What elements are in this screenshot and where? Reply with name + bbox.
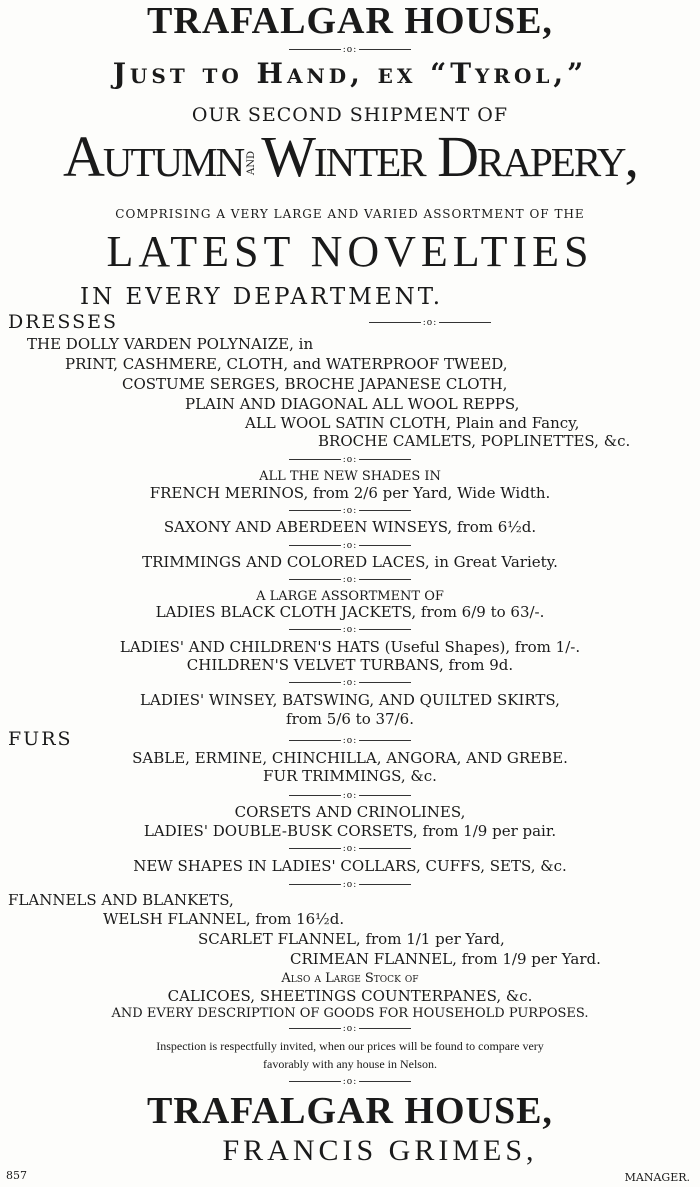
separator: :o: bbox=[0, 46, 700, 55]
second-shipment-line: OUR SECOND SHIPMENT OF bbox=[191, 104, 509, 126]
separator: :o: bbox=[0, 542, 700, 551]
household-line: AND EVERY DESCRIPTION OF GOODS FOR HOUSEHOLD PURPOSES. bbox=[111, 1006, 589, 1021]
collars-line: NEW SHAPES IN LADIES' COLLARS, CUFFS, SETS, &c. bbox=[133, 857, 567, 875]
large-stock-line: Also a Large Stock of bbox=[281, 971, 419, 986]
separator: :o: bbox=[0, 679, 700, 688]
winter-drapery-words: Winter Drapery, bbox=[261, 124, 638, 189]
separator: :o: bbox=[0, 576, 700, 585]
dresses-line: PRINT, CASHMERE, CLOTH, and WATERPROOF TWEED, bbox=[65, 355, 508, 373]
corsets-line: CORSETS AND CRINOLINES, bbox=[234, 803, 466, 821]
dresses-line: ALL WOOL SATIN CLOTH, Plain and Fancy, bbox=[245, 414, 580, 432]
separator: :o: bbox=[0, 1025, 700, 1034]
comprising-line: COMPRISING A VERY LARGE AND VARIED ASSORTMENT OF THE bbox=[115, 207, 585, 221]
turbans-line: CHILDREN'S VELVET TURBANS, from 9d. bbox=[186, 656, 514, 674]
latest-novelties-heading: LATEST NOVELTIES bbox=[106, 227, 594, 276]
every-department-line: IN EVERY DEPARTMENT. bbox=[80, 284, 444, 310]
hats-line: LADIES' AND CHILDREN'S HATS (Useful Shapes), from 1/-. bbox=[119, 638, 581, 656]
footer-title: TRAFALGAR HOUSE, bbox=[147, 1090, 553, 1132]
autumn-winter-drapery-heading bbox=[0, 124, 700, 189]
dresses-line: PLAIN AND DIAGONAL ALL WOOL REPPS, bbox=[185, 395, 520, 413]
separator: :o: bbox=[160, 319, 700, 328]
manager-label: MANAGER. bbox=[624, 1171, 690, 1184]
winseys-line: SAXONY AND ABERDEEN WINSEYS, from 6½d. bbox=[163, 518, 537, 536]
skirts-price: from 5/6 to 37/6. bbox=[286, 710, 414, 728]
dresses-heading: DRESSES bbox=[8, 311, 118, 333]
fur-trimmings-line: FUR TRIMMINGS, &c. bbox=[263, 767, 437, 785]
calicoes-line: CALICOES, SHEETINGS COUNTERPANES, &c. bbox=[167, 987, 533, 1005]
trimmings-line: TRIMMINGS AND COLORED LACES, in Great Variety. bbox=[142, 553, 558, 571]
jackets-intro: A LARGE ASSORTMENT OF bbox=[256, 589, 444, 604]
welsh-flannel-line: WELSH FLANNEL, from 16½d. bbox=[103, 910, 345, 928]
separator: :o: bbox=[0, 881, 700, 890]
separator: :o: bbox=[0, 737, 700, 746]
furs-heading: FURS bbox=[8, 728, 73, 750]
furs-line: SABLE, ERMINE, CHINCHILLA, ANGORA, AND GREBE. bbox=[132, 749, 568, 767]
scarlet-flannel-line: SCARLET FLANNEL, from 1/1 per Yard, bbox=[198, 930, 505, 948]
separator: :o: bbox=[0, 507, 700, 516]
crimean-flannel-line: CRIMEAN FLANNEL, from 1/9 per Yard. bbox=[290, 950, 601, 968]
inspection-line: favorably with any house in Nelson. bbox=[263, 1057, 437, 1071]
separator: :o: bbox=[0, 456, 700, 465]
dresses-line: COSTUME SERGES, BROCHE JAPANESE CLOTH, bbox=[122, 375, 508, 393]
proprietor-name: FRANCIS GRIMES, bbox=[222, 1134, 538, 1167]
separator: :o: bbox=[0, 626, 700, 635]
ad-number: 857 bbox=[6, 1169, 27, 1182]
autumn-word: Autumn bbox=[62, 124, 244, 189]
separator: :o: bbox=[0, 845, 700, 854]
flannels-heading: FLANNELS AND BLANKETS, bbox=[8, 891, 234, 909]
and-vertical-word: AND bbox=[246, 150, 258, 175]
merinos-intro: ALL THE NEW SHADES IN bbox=[259, 469, 441, 484]
skirts-line: LADIES' WINSEY, BATSWING, AND QUILTED SKIRTS, bbox=[140, 691, 560, 709]
just-to-hand-line: Just to Hand, ex “Tyrol,” bbox=[112, 57, 588, 90]
header-title: TRAFALGAR HOUSE, bbox=[147, 0, 553, 42]
double-busk-corsets-line: LADIES' DOUBLE-BUSK CORSETS, from 1/9 per pair. bbox=[143, 822, 557, 840]
separator: :o: bbox=[0, 1078, 700, 1087]
dresses-line: THE DOLLY VARDEN POLYNAIZE, in bbox=[27, 335, 314, 353]
inspection-line: Inspection is respectfully invited, when our prices will be found to compare very bbox=[156, 1039, 544, 1053]
jackets-line: LADIES BLACK CLOTH JACKETS, from 6/9 to 63/-. bbox=[155, 603, 545, 621]
separator: :o: bbox=[0, 792, 700, 801]
dresses-line: BROCHE CAMLETS, POPLINETTES, &c. bbox=[318, 432, 631, 450]
merinos-line: FRENCH MERINOS, from 2/6 per Yard, Wide Width. bbox=[149, 484, 551, 502]
